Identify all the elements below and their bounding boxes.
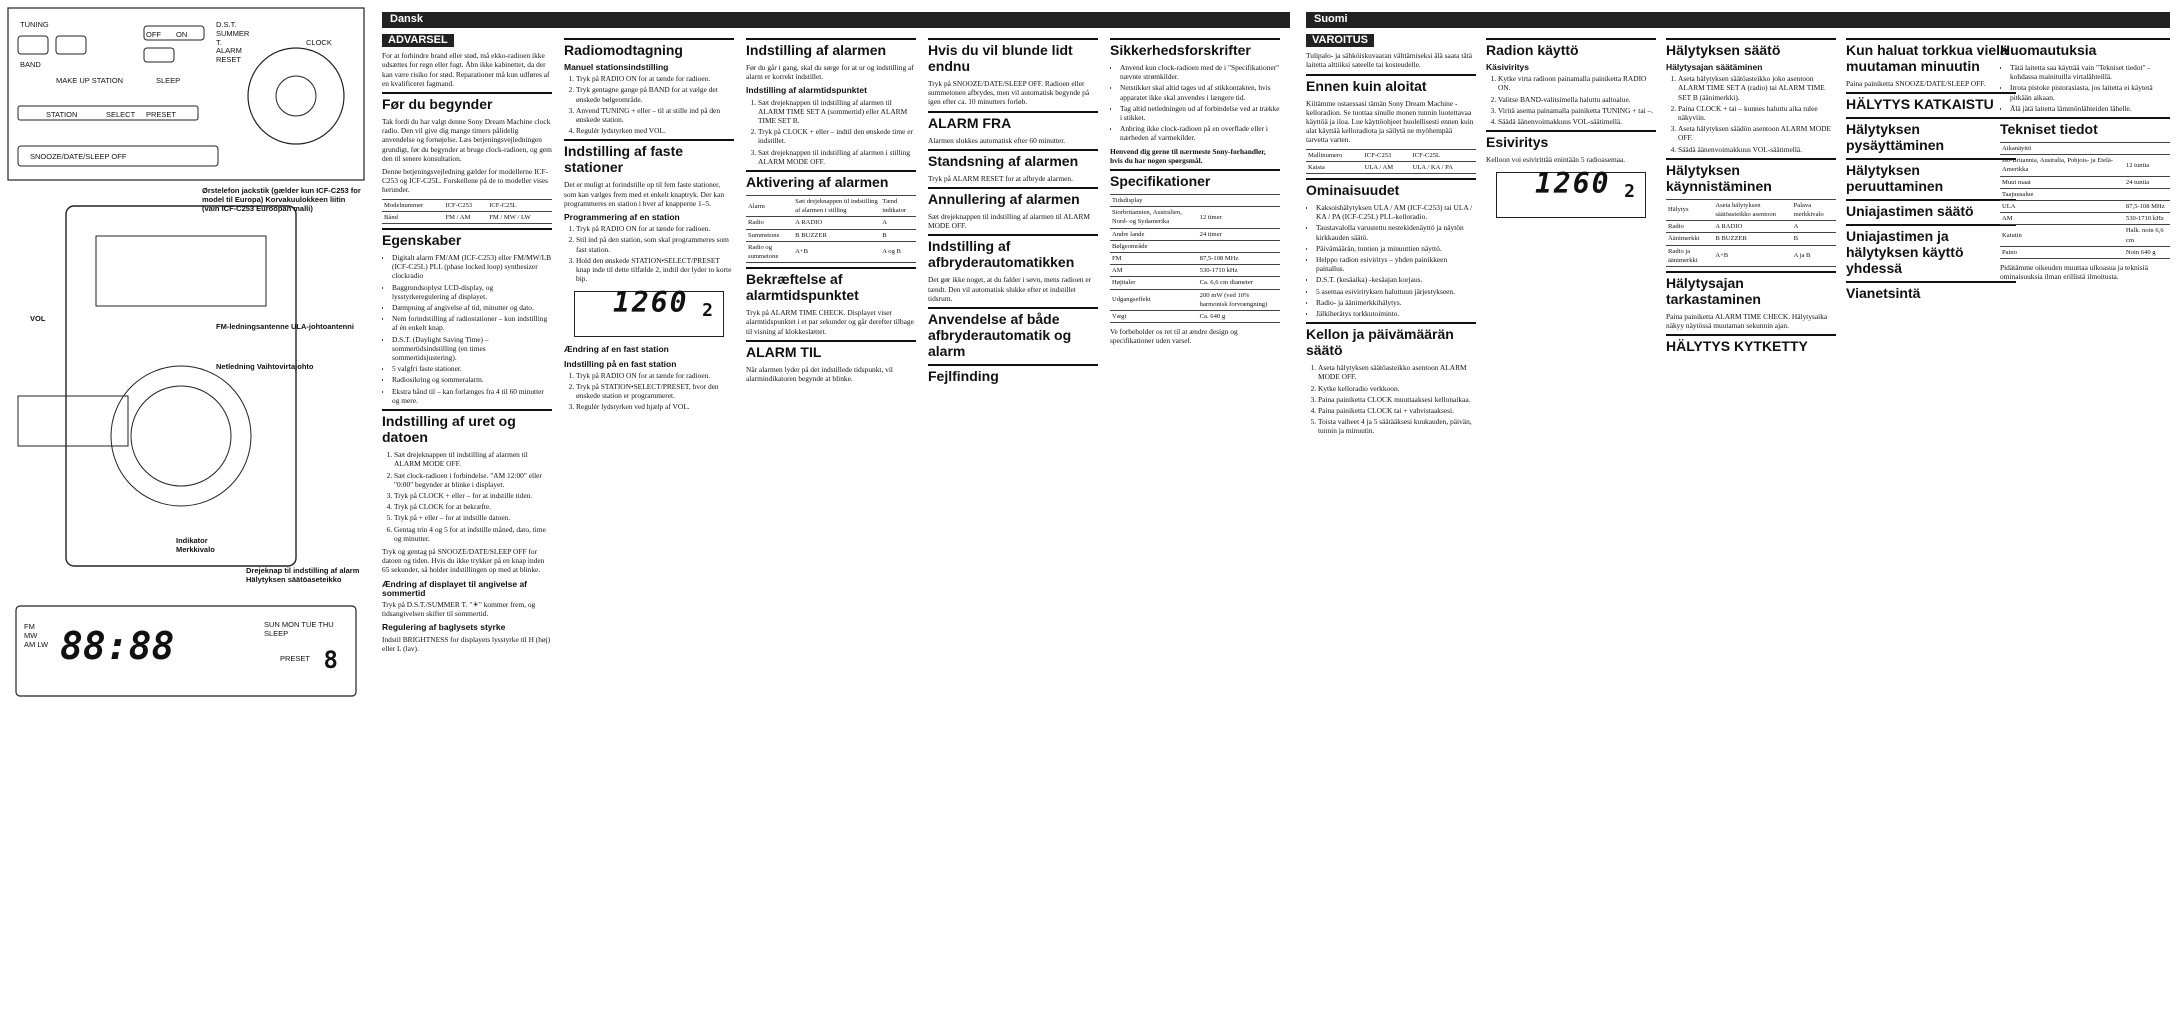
table-cell: Modelnummer	[382, 199, 443, 211]
table-cell: Kaiutin	[2000, 225, 2124, 246]
table-cell: 12 tuntia	[2124, 155, 2170, 176]
list-item: • Jälkiherätys torkkutoiminto.	[1316, 309, 1476, 318]
table-cell: Radio	[1666, 221, 1713, 233]
list-item: 4. Säädä äänenvoimakkuus VOL-säätimellä.	[1498, 117, 1656, 126]
jack-callout: Ørstelefon jackstik (gælder kun ICF-C253 for model til Europa) Korvakuulokkeen liitin (vain ICF-C253 Euroopan malli)	[202, 186, 361, 213]
table-cell: FM	[1110, 253, 1198, 265]
dk-cancel-text: Sæt drejeknappen til indstilling af alarmen til ALARM MODE OFF.	[928, 212, 1090, 231]
fi-before-text: Kiitämme ostaessasi tämän Sony Dream Machine -kelloradion. Se tuottaa sinulle monen tunnin luotettavaa käyttöä ja iloa. Lue käyttöohjeet huolellisesti ennen kuin alat käyttää kelloradiota ja säilytä ne myöhempää tarvetta varten.	[1306, 98, 1474, 145]
list-item: • Dæmpning af angivelse af tid, minutter og dato.	[392, 303, 552, 312]
list-item: • Baggrundsoplyst LCD-display, og lysstyrkeregulering af displayet.	[392, 283, 552, 301]
list-item: 1. Kytke virta radioon painamalla painiketta RADIO ON.	[1498, 74, 1656, 92]
list-item: 4. Paina painiketta CLOCK tai + vahvistaaksesi.	[1318, 406, 1476, 415]
dk-preset-steps	[564, 224, 734, 283]
table-cell: AM	[1110, 265, 1198, 277]
fi-preset-text: Kelloon voi esivirittää enintään 5 radioasemaa.	[1486, 155, 1626, 165]
list-item: • Netstikket skal altid tages ud af stikkontakten, hvis apparatet ikke skal anvendes i længere tid.	[1120, 83, 1280, 101]
table-cell: Radio og summetone	[746, 241, 793, 262]
table-cell: Højttaler	[1110, 277, 1198, 289]
fi-trouble-title: Vianetsintä	[1846, 281, 2016, 301]
list-item: 1. Aseta hälytyksen säätöasteikko joko asentoon ALARM TIME SET A (radio) tai ALARM TIME SET B (äänimerkki).	[1678, 74, 1836, 102]
list-item: • Päivämäärän, tuntien ja minuuttien näyttö.	[1316, 244, 1476, 253]
fi-sleep-title: Uniajastimen säätö	[1846, 199, 2016, 219]
list-item: • Radiosikring og sommeralarm.	[392, 375, 552, 384]
dk-manual-steps	[564, 74, 734, 135]
dk-preset-prog-title: Programmering af en station	[564, 212, 680, 223]
table-cell	[1198, 195, 1280, 207]
list-item: 4. Tryk på CLOCK for at bekræfte.	[394, 502, 552, 511]
band-label: BAND	[20, 60, 41, 69]
list-item: • Helppo radion esiviritys – yhden painikkeen painallus.	[1316, 255, 1476, 273]
table-cell: 87,5-108 MHz	[2124, 201, 2170, 213]
fi-activate-title: Hälytyksen käynnistäminen	[1666, 158, 1836, 194]
dst-label: D.S.T. SUMMER T.	[216, 20, 250, 47]
dk-column-1	[382, 34, 552, 1024]
list-item: • Anvend kun clock-radioen med de i "Specifikationer" nævnte strømkilder.	[1120, 63, 1280, 81]
dk-column-4	[928, 34, 1098, 1024]
fi-column-1	[1306, 34, 1476, 1024]
fi-warning-text: Tulipalo- ja sähköiskuvaaran välttämiseksi älä saata tätä laitetta alttiiksi sateelle tai kosteudelle.	[1306, 51, 1472, 70]
dk-alarm-set-text: Før du går i gang, skal du sørge for at ur og indstilling af alarm er korrekt indstillet.	[746, 63, 914, 82]
dk-clock-steps	[382, 450, 552, 543]
table-cell: 24 tuntia	[2124, 176, 2170, 188]
dk-alarm-table	[746, 195, 916, 263]
table-cell: Summetone	[746, 229, 793, 241]
vol-callout: VOL	[30, 314, 46, 323]
table-cell: Bånd	[382, 211, 443, 223]
table-cell: Aikanäyttö	[2000, 143, 2124, 155]
list-item: 3. Anvend TUNING + eller – til at stille ind på den ønskede station.	[576, 106, 734, 124]
table-cell: A+B	[1713, 245, 1791, 266]
table-cell: 87,5-108 MHz	[1198, 253, 1280, 265]
list-item: • D.S.T. (Daylight Saving Time) – sommertidsindstilling (en times sommertidsjustering).	[392, 335, 552, 363]
dk-spec-note: Ve forbeholder os ret til at ændre design og specifikationer uden varsel.	[1110, 327, 1238, 346]
dk-stop-text: Tryk på ALARM RESET for at afbryde alarmen.	[928, 173, 1073, 183]
table-cell: Aseta hälytyksen säätöasteikko asentoon	[1713, 199, 1791, 220]
table-cell: ULA / KA / PA	[1411, 161, 1476, 173]
list-item: • Tätä laitetta saa käyttää vain "Tekniset tiedot" -kohdassa mainituilla virtalähteillä.	[2010, 63, 2170, 81]
table-cell: Tænd indikator	[880, 196, 916, 217]
dk-tune-steps	[564, 371, 734, 412]
table-cell: A RADIO	[1713, 221, 1791, 233]
table-cell: B BUZZER	[1713, 233, 1791, 245]
lcd-preset-number: 2	[1624, 181, 1635, 203]
finnish-header: Suomi	[1306, 12, 2170, 28]
list-item: 1. Sæt drejeknappen til indstilling af alarmen til ALARM TIME SET A (sommertid) eller ALARM TIME SET B.	[758, 98, 916, 126]
table-cell	[2124, 188, 2170, 200]
list-item: • Ekstra bånd til – kan forlænges fra 4 til 60 minutter og mere.	[392, 387, 552, 405]
table-cell: ICF-C253	[443, 199, 487, 211]
dk-alarm-off-text: Alarmen slukkes automatisk efter 60 minutter.	[928, 135, 1066, 145]
fi-warning-heading: VAROITUS	[1306, 34, 1374, 47]
table-cell: Kaista	[1306, 161, 1363, 173]
select-label: SELECT	[106, 110, 136, 119]
clock-label: CLOCK	[306, 38, 332, 47]
fi-alarm-off-title: HÄLYTYS KATKAISTU	[1846, 92, 2016, 112]
fi-manual-title: Käsiviritys	[1486, 62, 1529, 72]
table-cell: ICF-C25L	[487, 199, 552, 211]
list-item: • Digitalt alarm FM/AM (ICF-C253) eller FM/MW/LB (ICF-C25L) PLL (phase locked loop) synthesizer clockradio	[392, 253, 552, 281]
dk-stop-title: Standsning af alarmen	[928, 149, 1098, 169]
list-item: 5. Tryk på + eller – for at indstille datoen.	[394, 513, 552, 522]
dk-models-text: Denne betjeningsvejledning gælder for modellerne ICF-C253 og ICF-C25L. Forskellene på de to modeller vises herunder.	[382, 167, 549, 195]
table-cell: Alarm	[746, 196, 793, 217]
list-item: 1. Tryk på RADIO ON for at tænde for radioen.	[576, 371, 734, 380]
fi-features-list	[1306, 203, 1476, 318]
fi-preset-title: Esiviritys	[1486, 130, 1656, 150]
list-item: 1. Tryk på RADIO ON for at tænde for radioen.	[576, 74, 734, 83]
table-cell: ULA / AM	[1363, 161, 1411, 173]
dk-alarm-time-title: Indstilling af alarmtidspunktet	[746, 85, 867, 96]
list-item: 2. Tryk på STATION•SELECT/PRESET, hvor den ønskede station er programmeret.	[576, 382, 734, 400]
table-cell: 200 mW (ved 10% harmonisk forvrængning)	[1198, 289, 1280, 310]
dk-cancel-title: Annullering af alarmen	[928, 187, 1098, 207]
list-item: 5. Toista vaiheet 4 ja 5 säätääksesi kuukauden, päivän, tunnin ja minuutin.	[1318, 417, 1476, 435]
table-cell: A	[1792, 221, 1836, 233]
fi-alarm-title: Hälytyksen säätö	[1666, 38, 1836, 58]
dk-preset-text: Det er muligt at forindstille op til fem faste stationer, som kan vælges frem med et enkelt knaptryk. Der kan programmeres en station i hver af knapperne 1–5.	[564, 180, 725, 208]
lcd-preset-number: 8	[323, 646, 338, 674]
dk-clock-notes: Tryk og gentag på SNOOZE/DATE/SLEEP OFF for datoen og tiden. Hvis du ikke trykker på en knap inden 65 sekunder, så holder indstillingen op med at blinke.	[382, 546, 545, 575]
fi-column-4	[1846, 34, 2016, 1024]
fi-alarm-time-steps	[1666, 74, 1836, 154]
table-cell: Paino	[2000, 246, 2124, 258]
dk-clock-title: Indstilling af uret og datoen	[382, 409, 552, 445]
sleep-label: SLEEP	[156, 76, 181, 85]
fi-clock-steps	[1306, 363, 1476, 435]
dk-bright-title: Regulering af baglysets styrke	[382, 622, 506, 633]
mains-callout: Netledning Vaihtovirtajohto	[216, 362, 314, 371]
list-item: 2. Tryk på CLOCK + eller – indtil den ønskede time er indstillet.	[758, 127, 916, 145]
lcd-frequency: 1260	[1535, 167, 1611, 201]
list-item: 2. Paina CLOCK + tai – kunnes haluttu aika tulee näkyviin.	[1678, 104, 1836, 122]
radio-off-label: OFF	[146, 30, 161, 39]
table-cell: Palava merkkivalo	[1792, 199, 1836, 220]
table-cell: Ca. 6,6 cm diameter	[1198, 277, 1280, 289]
tuning-label: TUNING	[20, 20, 49, 29]
dk-column-5	[1110, 34, 1280, 1024]
dk-alarm-off-title: ALARM FRA	[928, 111, 1098, 131]
fi-features-title: Ominaisuudet	[1306, 178, 1476, 198]
table-cell: Vægt	[1110, 311, 1198, 323]
fi-before-title: Ennen kuin aloitat	[1306, 74, 1476, 94]
dk-both-title: Anvendelse af både afbryderautomatik og alarm	[928, 307, 1098, 359]
dk-spec-title: Specifikationer	[1110, 169, 1280, 189]
fi-both-title: Uniajastimen ja hälytyksen käyttö yhdessä	[1846, 224, 2016, 276]
fi-notes-list	[2000, 63, 2170, 113]
list-item: 3. Tryk på CLOCK + eller – for at indstille tiden.	[394, 491, 552, 500]
list-item: 3. Sæt drejeknappen til indstilling af alarmen i stilling ALARM MODE OFF.	[758, 148, 916, 166]
fi-check-text: Paina painiketta ALARM TIME CHECK. Hälytysaika näkyy näytössä muutaman sekunnin ajan.	[1666, 312, 1828, 331]
table-cell: B BUZZER	[793, 229, 880, 241]
table-cell: Ca. 640 g	[1198, 311, 1280, 323]
list-item: 1. Aseta hälytyksen säätöasteikko asentoon ALARM MODE OFF.	[1318, 363, 1476, 381]
list-item: 3. Viritä asema painamalla painiketta TUNING + tai –.	[1498, 106, 1656, 115]
dk-radio-title: Radiomodtagning	[564, 38, 734, 58]
dk-forgot-text: Tryk på SNOOZE/DATE/SLEEP OFF. Radioen eller summetonen afbrydes, men vil automatisk begynde på igen efter ca. 10 minutters forløb.	[928, 79, 1090, 107]
lcd-preset-number: 2	[702, 300, 713, 322]
fi-alarm-on-title: HÄLYTYS KYTKETTY	[1666, 334, 1836, 354]
table-cell: Äänimerkki	[1666, 233, 1713, 245]
dk-summer-title: Ændring af displayet til angivelse af sommertid	[382, 578, 528, 598]
dk-tune-title: Indstilling på en fast station	[564, 358, 677, 369]
dk-models-table	[382, 199, 552, 224]
list-item: 2. Kytke kelloradio verkkoon.	[1318, 384, 1476, 393]
dk-preset-title: Indstilling af faste stationer	[564, 139, 734, 175]
fi-snooze-text: Paina painiketta SNOOZE/DATE/SLEEP OFF.	[1846, 79, 1986, 88]
list-item: • D.S.T. (kesäaika) -kesäajan korjaus.	[1316, 275, 1476, 284]
list-item: • Kaksoishälytyksen ULA / AM (ICF-C253) tai ULA / KA / PA (ICF-C25L) PLL-kelloradio.	[1316, 203, 1476, 221]
dk-before-text: Tak fordi du har valgt denne Sony Dream Machine clock radio. Den vil give dig mange timers pålidelig anvendelse og fornøjelse. Læs betjeningsvejledningen grundigt, før du begynder at bruge clock-radioen, og gem den til senere konsultation.	[382, 117, 552, 163]
list-item: 2. Stil ind på den station, som skal programmeres som fast station.	[576, 235, 734, 253]
table-cell: Hälytys	[1666, 199, 1713, 220]
table-cell: Iso-Britannia, Australia, Pohjois- ja Etelä-Amerikka	[2000, 155, 2124, 176]
dk-activate-title: Aktivering af alarmen	[746, 170, 916, 190]
lcd-frequency: 1260	[613, 286, 689, 320]
dk-sleep-title: Indstilling af afbryderautomatikken	[928, 234, 1098, 270]
dk-spec-table	[1110, 194, 1280, 323]
table-cell: AM	[2000, 213, 2124, 225]
list-item: 1. Sæt drejeknappen til indstilling af alarmen til ALARM MODE OFF.	[394, 450, 552, 468]
table-cell: Radio ja äänimerkki	[1666, 245, 1713, 266]
lcd-day-labels: SUN MON TUE THU SLEEP	[264, 620, 334, 638]
fi-spec-note: Pidätämme oikeuden muuttaa ulkoasua ja teknisiä ominaisuuksia ilman erillistä ilmoitusta.	[2000, 263, 2148, 282]
table-cell: Bølgeområde	[1110, 240, 1198, 252]
table-cell: A ja B	[1792, 245, 1836, 266]
table-cell: ULA	[2000, 201, 2124, 213]
table-cell: A+B	[793, 241, 880, 262]
table-cell: 12 timer	[1198, 207, 1280, 228]
table-cell: A RADIO	[793, 217, 880, 229]
dk-confirm-text: Tryk på ALARM TIME CHECK. Displayet viser alarmtidspunktet i et par sekunder og går derefter tilbage til visning af klokkeslættet.	[746, 308, 914, 336]
table-cell: FM / MW / LW	[487, 211, 552, 223]
list-item: 2. Valitse BAND-valitsimella haluttu aaltoalue.	[1498, 95, 1656, 104]
table-cell: Taajuusalue	[2000, 188, 2124, 200]
table-cell: Muut maat	[2000, 176, 2124, 188]
table-cell: ICF-C253	[1363, 149, 1411, 161]
radio-on-label: ON	[176, 30, 188, 39]
danish-header: Dansk	[382, 12, 1290, 28]
dk-forgot-title: Hvis du vil blunde lidt endnu	[928, 38, 1098, 74]
make-up-station-label: MAKE UP STATION	[56, 76, 124, 85]
list-item: • Nem forindstilling af radiostationer – kun indstilling af én enkelt knap.	[392, 314, 552, 332]
list-item: • Tag altid netledningen ud af forbindelse ved at trække i stikket.	[1120, 104, 1280, 122]
list-item: 4. Säädä äänenvoimakkuus VOL-säätimellä.	[1678, 145, 1836, 154]
dk-alarm-til-title: ALARM TIL	[746, 340, 916, 360]
table-cell: Andre lande	[1110, 228, 1198, 240]
dk-alarm-set-title: Indstilling af alarmen	[746, 38, 916, 58]
fi-models-table	[1306, 149, 1476, 174]
fi-lcd-example	[1496, 167, 1646, 218]
fi-check-title: Hälytysajan tarkastaminen	[1666, 271, 1836, 307]
indicator-callout: Indikator Merkkivalo	[176, 536, 215, 554]
dk-trouble-title: Fejlfinding	[928, 364, 1098, 384]
dial-callout: Drejeknap til indstilling af alarm Hälytyksen säätöaseteikko	[246, 566, 360, 584]
fi-column-2	[1486, 34, 1656, 1024]
fi-stop-title: Hälytyksen pysäyttäminen	[1846, 117, 2016, 153]
table-cell: B	[1792, 233, 1836, 245]
dk-warning-text: For at forhindre brand eller stød, må ekko-radioen ikke udsættes for regn eller fugt. Åbn ikke kabinettet, da der kan være risiko for stød. Reparationer må kun udføres af en kvalificeret fagmand.	[382, 51, 550, 88]
list-item: 4. Regulér lydstyrken med VOL.	[576, 126, 734, 135]
dk-column-2	[564, 34, 734, 1024]
list-item: • Radio- ja äänimerkkihälytys.	[1316, 298, 1476, 307]
table-cell	[2124, 143, 2170, 155]
fi-clock-title: Kellon ja päivämäärän säätö	[1306, 322, 1476, 358]
list-item: 3. Aseta hälytyksen säädön asentoon ALARM MODE OFF.	[1678, 124, 1836, 142]
dk-change-title: Ændring af en fast station	[564, 344, 669, 355]
dk-before-title: Før du begynder	[382, 92, 552, 112]
dk-features-title: Egenskaber	[382, 228, 552, 248]
dk-alarm-til-text: Når alarmen lyder på det indstillede tidspunkt, vil alarmindikatoren begynde at blinke.	[746, 364, 893, 384]
radio-illustration	[6, 6, 368, 1026]
snooze-label: SNOOZE/DATE/SLEEP OFF	[30, 152, 127, 161]
fi-alarm-time-title: Hälytysajan säätäminen	[1666, 62, 1763, 72]
station-label: STATION	[46, 110, 78, 119]
alarm-reset-label: ALARM RESET	[216, 46, 242, 64]
dk-warning-heading: ADVARSEL	[382, 34, 454, 47]
fi-snooze-title: Kun haluat torkkua vielä muutaman minuutin	[1846, 38, 2016, 74]
table-cell	[1198, 240, 1280, 252]
dk-column-3	[746, 34, 916, 1024]
fi-spec-title: Tekniset tiedot	[2000, 117, 2170, 137]
dk-safety-title: Sikkerhedsforskrifter	[1110, 38, 1280, 58]
fi-radio-title: Radion käyttö	[1486, 38, 1656, 58]
table-cell: Noin 640 g	[2124, 246, 2170, 258]
lcd-band-labels: FM MW AM LW	[24, 622, 49, 649]
table-cell: Halk. noin 6,6 cm	[2124, 225, 2170, 246]
dk-sleep-text: Det gør ikke noget, at du falder i søvn, mens radioen er tændt. Den vil automatisk slukke efter et indstillet tidsrum.	[928, 275, 1092, 303]
lcd-digits: 88:88	[60, 624, 175, 668]
list-item: 1. Tryk på RADIO ON for at tænde for radioen.	[576, 224, 734, 233]
dk-features-list	[382, 253, 552, 405]
lcd-preset-label: PRESET	[279, 654, 310, 663]
table-cell: ICF-C25L	[1411, 149, 1476, 161]
dk-safety-list	[1110, 63, 1280, 143]
list-item: 3. Hold den ønskede STATION•SELECT/PRESET knap inde til dette tilfælde 2, indtil der lyder to korte bip.	[576, 256, 734, 284]
list-item: 3. Regulér lydstyrken ved hjælp af VOL.	[576, 402, 734, 411]
list-item: 3. Paina painiketta CLOCK muuttaaksesi kellonaikaa.	[1318, 395, 1476, 404]
dk-bright-text: Indstil BRIGHTNESS for displayets lysstyrke til H (høj) eller L (lav).	[382, 634, 551, 653]
dk-alarm-time-steps	[746, 98, 916, 166]
preset-label: PRESET	[146, 110, 177, 119]
table-cell: Sæt drejeknappen til indstilling af alarmen i stilling	[793, 196, 880, 217]
lcd-display	[20, 618, 350, 688]
fi-column-5	[2000, 34, 2170, 1024]
list-item: 2. Sæt clock-radioen i forbindelse. "AM 12:00" eller "0:00" begynder at blinke i displayet.	[394, 471, 552, 489]
table-cell: Storbritannien, Australien, Nord- og Sydamerika	[1110, 207, 1198, 228]
table-cell: Udgangseffekt	[1110, 289, 1198, 310]
table-cell: 530-1710 kHz	[1198, 265, 1280, 277]
fi-alarm-table	[1666, 199, 1836, 267]
list-item: • 5 asemaa esivirityksen haluttuun järjestykseen.	[1316, 287, 1476, 296]
table-cell: B	[880, 229, 916, 241]
list-item: • Älä jätä laitetta lämmönlähteiden lähelle.	[2010, 104, 2170, 113]
list-item: • Irrota pistoke pistorasiasta, jos laitetta ei käytetä pitkään aikaan.	[2010, 83, 2170, 101]
table-cell: Mallinumero	[1306, 149, 1363, 161]
list-item: • Anbring ikke clock-radioen på en overflade eller i nærheden af varmekilder.	[1120, 124, 1280, 142]
table-cell: 530-1710 kHz	[2124, 213, 2170, 225]
list-item: 6. Gentag trin 4 og 5 for at indstille måned, dato, time og minutter.	[394, 525, 552, 543]
fi-notes-title: Huomautuksia	[2000, 38, 2170, 58]
table-cell: Tidsdisplay	[1110, 195, 1198, 207]
dk-summer-text: Tryk på D.S.T./SUMMER T. "☀" kommer frem, og tidsangivelsen skifter til sommertid.	[382, 599, 536, 619]
table-cell: A og B	[880, 241, 916, 262]
fi-spec-table	[2000, 142, 2170, 259]
table-cell: A	[880, 217, 916, 229]
list-item: 2. Tryk gentagne gange på BAND for at vælge det ønskede bølgeområde.	[576, 85, 734, 103]
dk-contact-text: Henvend dig gerne til nærmeste Sony-forhandler, hvis du har nogen spørgsmål.	[1110, 146, 1266, 165]
list-item: • 5 valgfri faste stationer.	[392, 364, 552, 373]
table-cell: 24 timer	[1198, 228, 1280, 240]
fi-manual-steps	[1486, 74, 1656, 126]
fm-antenna-callout: FM-ledningsantenne ULA-johtoantenni	[216, 322, 354, 331]
dk-lcd-example	[574, 286, 724, 337]
dk-confirm-title: Bekræftelse af alarmtidspunktet	[746, 267, 916, 303]
dk-manual-title: Manuel stationsindstilling	[564, 62, 669, 72]
fi-cancel-title: Hälytyksen peruuttaminen	[1846, 158, 2016, 194]
list-item: • Taustavalolla varustettu nestekidenäyttö ja näytön kirkkauden säätö.	[1316, 223, 1476, 241]
fi-column-3	[1666, 34, 1836, 1024]
table-cell: Radio	[746, 217, 793, 229]
table-cell: FM / AM	[443, 211, 487, 223]
